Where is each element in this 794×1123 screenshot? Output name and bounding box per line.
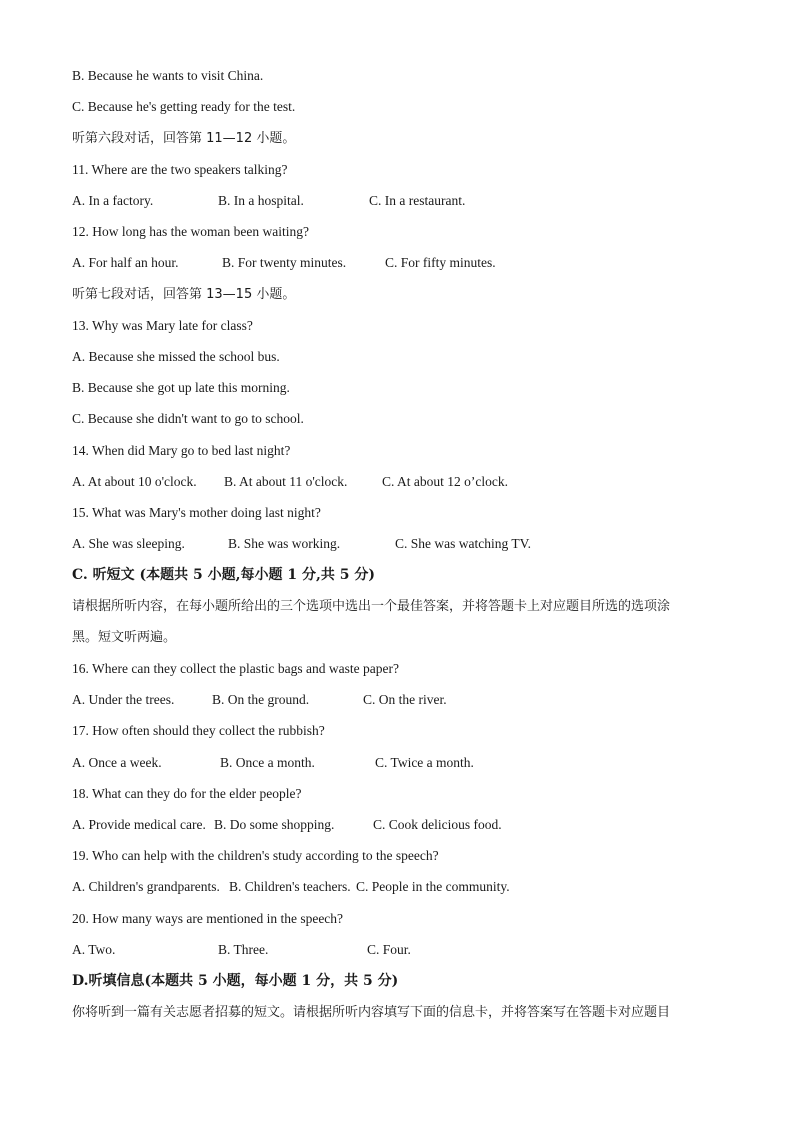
q18-option-c: C. Cook delicious food. (373, 817, 502, 832)
question-18: 18. What can they do for the elder people? (72, 786, 302, 801)
question-19: 19. Who can help with the children's study according to the speech? (72, 848, 439, 863)
question-20: 20. How many ways are mentioned in the speech? (72, 911, 344, 926)
q15-option-c: C. She was watching TV. (395, 536, 531, 551)
section-d-heading: D.听填信息(本题共 5 小题，每小题 1 分，共 5 分) (72, 973, 399, 989)
question-11: 11. Where are the two speakers talking? (72, 162, 288, 177)
q20-option-b: B. Three. (218, 942, 269, 957)
q18-option-b: B. Do some shopping. (214, 817, 335, 832)
question-15: 15. What was Mary's mother doing last night? (72, 505, 321, 520)
q12-option-c: C. For fifty minutes. (385, 255, 496, 270)
question-13: 13. Why was Mary late for class? (72, 318, 253, 333)
section-c-instruction: 黑。短文听两遍。 (72, 630, 177, 645)
q15-option-a: A. She was sleeping. (72, 536, 185, 551)
q12-option-a: A. For half an hour. (72, 255, 179, 270)
q12-option-b: B. For twenty minutes. (222, 255, 347, 270)
q17-option-a: A. Once a week. (72, 755, 162, 770)
q11-option-b: B. In a hospital. (218, 193, 304, 208)
q15-option-b: B. She was working. (228, 536, 341, 551)
section-d-instruction: 你将听到一篇有关志愿者招募的短文。请根据所听内容填写下面的信息卡，并将答案写在答题卡对应题目 (72, 1005, 671, 1020)
q19-option-a: A. Children's grandparents. (72, 879, 220, 894)
q19-option-c: C. People in the community. (356, 879, 510, 894)
q13-option-b: B. Because she got up late this morning. (72, 380, 290, 395)
q11-option-a: A. In a factory. (72, 193, 154, 208)
option-line: B. Because he wants to visit China. (72, 68, 264, 83)
q13-option-a: A. Because she missed the school bus. (72, 349, 280, 364)
section-c-heading: C. 听短文 (本题共 5 小题,每小题 1 分,共 5 分) (72, 567, 375, 583)
q17-option-c: C. Twice a month. (375, 755, 474, 770)
q13-option-c: C. Because she didn't want to go to school. (72, 411, 304, 426)
q14-option-a: A. At about 10 o'clock. (72, 474, 197, 489)
question-14: 14. When did Mary go to bed last night? (72, 443, 291, 458)
q18-option-a: A. Provide medical care. (72, 817, 206, 832)
q19-option-b: B. Children's teachers. (229, 879, 351, 894)
q16-option-b: B. On the ground. (212, 692, 310, 707)
option-line: C. Because he's getting ready for the test. (72, 99, 296, 114)
q20-option-a: A. Two. (72, 942, 116, 957)
q14-option-b: B. At about 11 o'clock. (224, 474, 348, 489)
section-c-instruction: 请根据所听内容，在每小题所给出的三个选项中选出一个最佳答案，并将答题卡上对应题目所选的选项涂 (72, 599, 671, 614)
question-12: 12. How long has the woman been waiting? (72, 224, 309, 239)
q16-option-a: A. Under the trees. (72, 692, 175, 707)
q11-option-c: C. In a restaurant. (369, 193, 466, 208)
question-17: 17. How often should they collect the rubbish? (72, 723, 325, 738)
section-instruction: 听第六段对话，回答第 11—12 小题。 (72, 131, 296, 146)
q20-option-c: C. Four. (367, 942, 411, 957)
question-16: 16. Where can they collect the plastic bags and waste paper? (72, 661, 399, 676)
q17-option-b: B. Once a month. (220, 755, 315, 770)
section-instruction: 听第七段对话，回答第 13—15 小题。 (72, 287, 296, 302)
q14-option-c: C. At about 12 o’clock. (382, 474, 508, 489)
q16-option-c: C. On the river. (363, 692, 447, 707)
